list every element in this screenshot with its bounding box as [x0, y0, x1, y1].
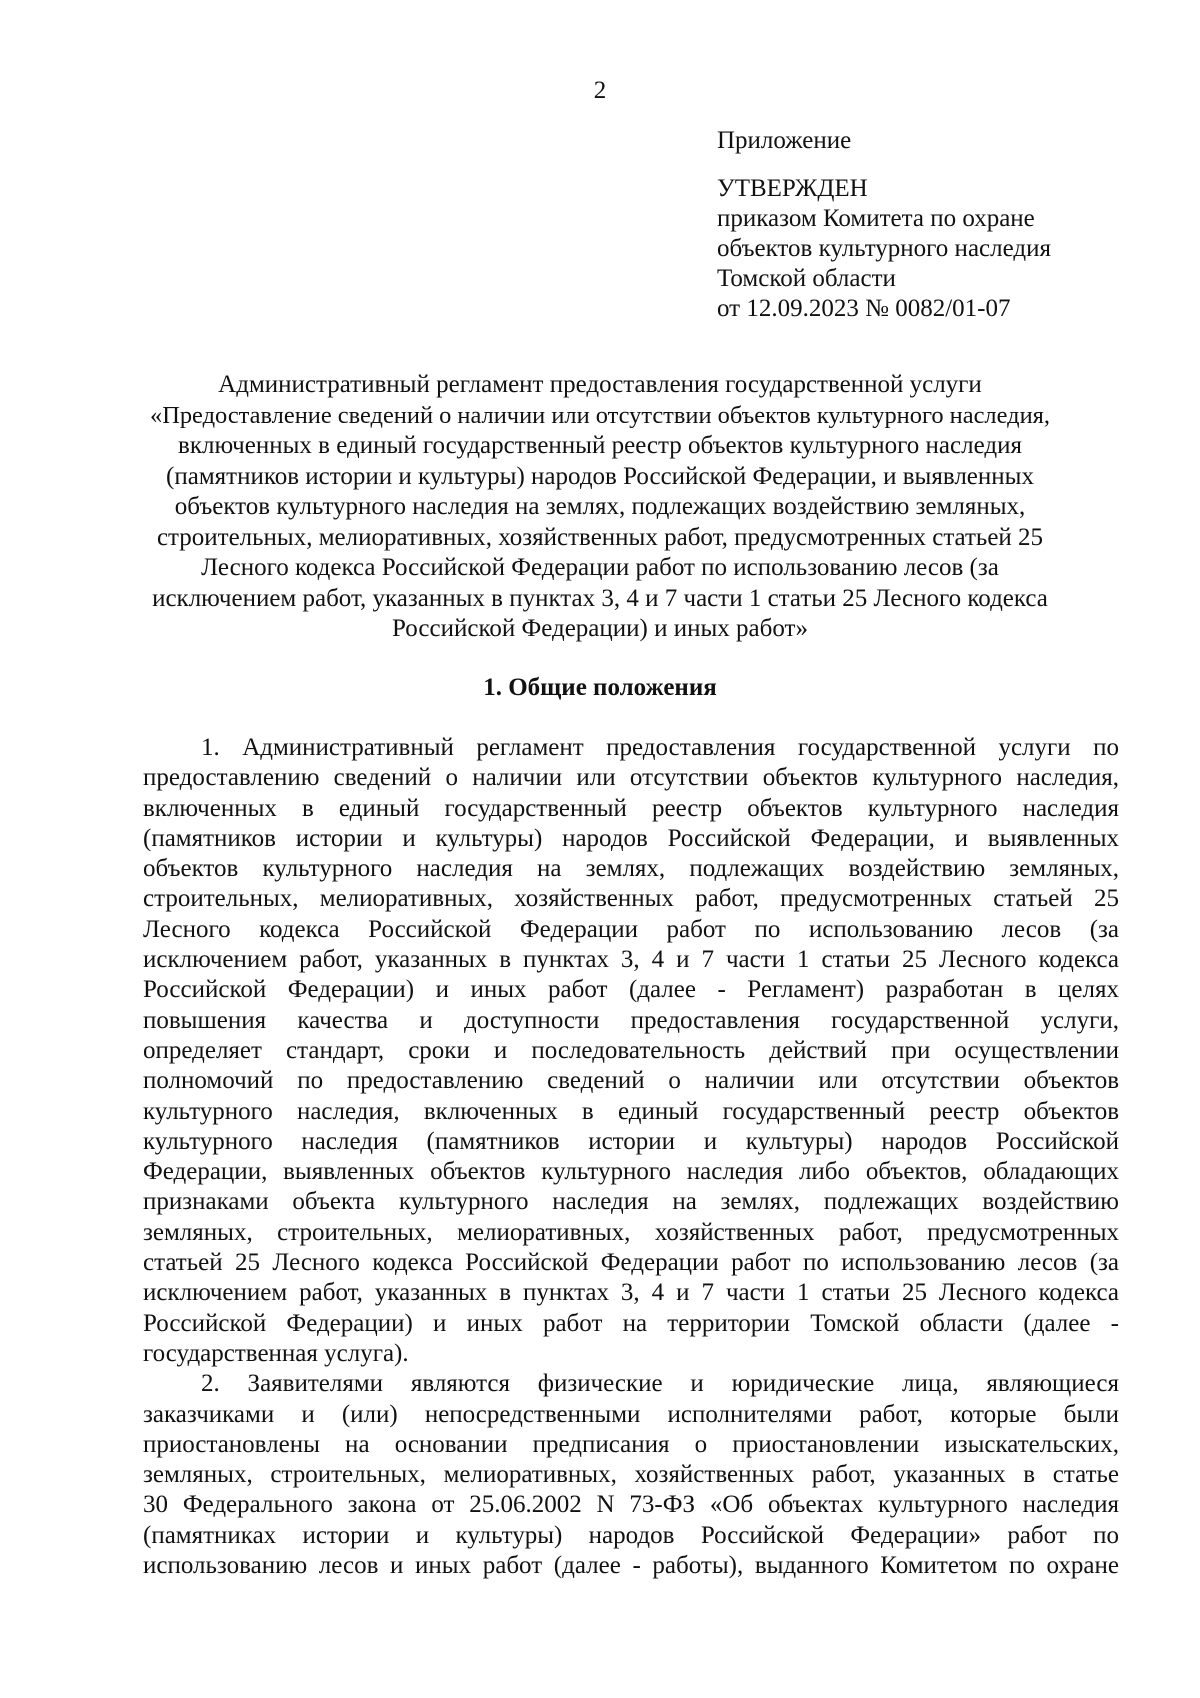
text-line: включенных в единый государственный реестр объектов культурного наследия	[143, 794, 1119, 822]
text-line: 1. Административный регламент предоставления государственной услуги по	[201, 734, 1119, 761]
text-line: использованию лесов и иных работ (далее - работы), выданного Комитетом по охране	[143, 1552, 1119, 1580]
text-line: государственная услуга).	[143, 1339, 409, 1367]
text-line: Федерации, выявленных объектов культурного наследия либо объектов, обладающих	[143, 1158, 1119, 1186]
approval-line: от 12.09.2023 № 0082/01-07	[717, 295, 1011, 322]
text-line: (памятников истории и культуры) народов Российской Федерации, и выявленных	[143, 824, 1119, 852]
body-text	[143, 733, 1119, 1581]
text-line: статьей 25 Лесного кодекса Российской Федерации работ по использованию лесов (за	[143, 1249, 1119, 1277]
text-line: строительных, мелиоративных, хозяйственных работ, предусмотренных статьей 25	[143, 885, 1119, 913]
text-line: исключением работ, указанных в пунктах 3, 4 и 7 части 1 статьи 25 Лесного кодекса	[143, 946, 1119, 974]
section-heading: 1. Общие положения	[483, 674, 717, 701]
text-line: определяет стандарт, сроки и последовательность действий при осуществлении	[143, 1036, 1119, 1064]
text-line: (памятниках истории и культуры) народов Российской Федерации» работ по	[143, 1521, 1119, 1549]
text-line: земляных, строительных, мелиоративных, хозяйственных работ, предусмотренных	[143, 1218, 1119, 1246]
text-line: Российской Федерации) и иных работ на территории Томской области (далее -	[143, 1309, 1119, 1337]
title-line: исключением работ, указанных в пунктах 3, 4 и 7 части 1 статьи 25 Лесного кодекса	[152, 584, 1048, 612]
title-line: Лесного кодекса Российской Федерации работ по использованию лесов (за	[201, 554, 999, 581]
text-line: заказчиками и (или) непосредственными исполнителями работ, которые были	[143, 1400, 1119, 1428]
title-line: «Предоставление сведений о наличии или отсутствии объектов культурного наследия,	[150, 401, 1050, 429]
title-line: включенных в единый государственный реестр объектов культурного наследия	[178, 432, 1022, 459]
title-line: объектов культурного наследия на землях, подлежащих воздействию земляных,	[174, 493, 1026, 520]
text-line: повышения качества и доступности предоставления государственной услуги,	[143, 1006, 1119, 1034]
text-line: объектов культурного наследия на землях, подлежащих воздействию земляных,	[143, 855, 1119, 883]
text-line: земляных, строительных, мелиоративных, хозяйственных работ, указанных в статье	[143, 1461, 1119, 1489]
text-line: культурного наследия (памятников истории и культуры) народов Российской	[143, 1127, 1119, 1155]
title-line: строительных, мелиоративных, хозяйственных работ, предусмотренных статьей 25	[156, 523, 1044, 551]
document-title	[150, 370, 1050, 645]
text-line: приостановлены на основании предписания о приостановлении изыскательских,	[143, 1430, 1119, 1458]
page-number: 2	[593, 77, 607, 104]
approval-block	[717, 126, 1051, 324]
paragraph-2	[143, 1369, 1119, 1581]
text-line: предоставлению сведений о наличии или отсутствии объектов культурного наследия,	[143, 764, 1119, 792]
text-line: Лесного кодекса Российской Федерации работ по использованию лесов (за	[143, 915, 1119, 943]
text-line: исключением работ, указанных в пунктах 3, 4 и 7 части 1 статьи 25 Лесного кодекса	[143, 1279, 1119, 1307]
paragraph-1	[143, 733, 1119, 1369]
title-line: (памятников истории и культуры) народов Российской Федерации, и выявленных	[166, 462, 1034, 490]
approval-line: Томской области	[717, 265, 896, 292]
text-line: 2. Заявителями являются физические и юридические лица, являющиеся	[201, 1370, 1119, 1398]
appendix-label: Приложение	[717, 127, 852, 154]
approval-line: объектов культурного наследия	[717, 235, 1051, 262]
approved-label: УТВЕРЖДЕН	[717, 175, 868, 202]
text-line: 30 Федерального закона от 25.06.2002 N 73-ФЗ «Об объектах культурного наследия	[143, 1491, 1119, 1519]
text-line: Российской Федерации) и иных работ (далее - Регламент) разработан в целях	[143, 976, 1119, 1004]
text-line: культурного наследия, включенных в единый государственный реестр объектов	[143, 1097, 1119, 1125]
approval-line: приказом Комитета по охране	[717, 205, 1035, 232]
text-line: признаками объекта культурного наследия на землях, подлежащих воздействию	[143, 1188, 1119, 1216]
title-line: Российской Федерации) и иных работ»	[392, 615, 808, 642]
title-line: Административный регламент предоставления государственной услуги	[218, 371, 982, 398]
text-line: полномочий по предоставлению сведений о наличии или отсутствии объектов	[143, 1067, 1119, 1095]
